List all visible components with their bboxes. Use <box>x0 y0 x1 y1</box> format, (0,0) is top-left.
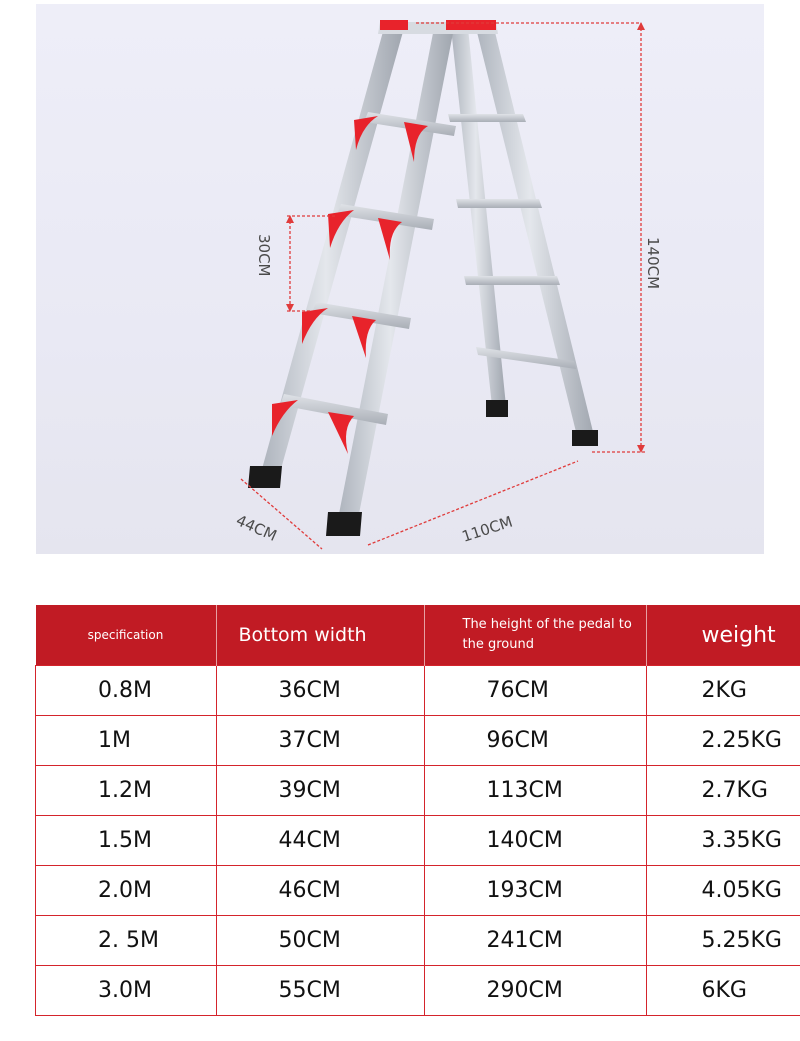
foot <box>572 430 598 446</box>
header-specification: specification <box>36 605 217 666</box>
front-legs <box>262 28 454 519</box>
spec-cell: 1.2M <box>36 766 217 816</box>
width-cell: 37CM <box>216 716 424 766</box>
weight-cell: 2.25KG <box>646 716 800 766</box>
table-row <box>36 766 800 816</box>
dimension-lines <box>241 23 645 549</box>
width-cell: 55CM <box>216 966 424 1016</box>
foot <box>248 466 282 488</box>
height-cell: 193CM <box>424 866 646 916</box>
width-cell: 46CM <box>216 866 424 916</box>
table-row <box>36 666 800 716</box>
weight-cell: 2.7KG <box>646 766 800 816</box>
table-row <box>36 716 800 766</box>
height-cell: 241CM <box>424 916 646 966</box>
specification-table <box>35 605 800 1016</box>
spec-cell: 2.0M <box>36 866 217 916</box>
height-dimension-label: 140CM <box>644 237 662 290</box>
height-cell: 140CM <box>424 816 646 866</box>
header-bottom-width: Bottom width <box>216 605 424 666</box>
header-pedal-height: The height of the pedal to the ground <box>424 605 646 666</box>
table-header-row <box>36 605 800 666</box>
height-cell: 290CM <box>424 966 646 1016</box>
product-photo <box>36 4 764 554</box>
table-row <box>36 866 800 916</box>
header-weight: weight <box>646 605 800 666</box>
width-cell: 44CM <box>216 816 424 866</box>
ladder-illustration <box>36 4 764 554</box>
spec-cell: 1M <box>36 716 217 766</box>
spec-cell: 2. 5M <box>36 916 217 966</box>
weight-cell: 5.25KG <box>646 916 800 966</box>
weight-cell: 2KG <box>646 666 800 716</box>
table-row <box>36 916 800 966</box>
weight-cell: 4.05KG <box>646 866 800 916</box>
width-cell: 36CM <box>216 666 424 716</box>
table-row <box>36 816 800 866</box>
spec-cell: 3.0M <box>36 966 217 1016</box>
table-row <box>36 966 800 1016</box>
base-depth-label: 44CM <box>233 511 280 545</box>
base-length-label: 110CM <box>459 512 515 546</box>
foot <box>326 512 362 536</box>
spec-cell: 0.8M <box>36 666 217 716</box>
spec-cell: 1.5M <box>36 816 217 866</box>
weight-cell: 3.35KG <box>646 816 800 866</box>
weight-cell: 6KG <box>646 966 800 1016</box>
rear-legs <box>448 28 598 446</box>
height-cell: 96CM <box>424 716 646 766</box>
height-cell: 113CM <box>424 766 646 816</box>
width-cell: 50CM <box>216 916 424 966</box>
height-cell: 76CM <box>424 666 646 716</box>
foot <box>486 400 508 417</box>
step-spacing-label: 30CM <box>255 234 273 277</box>
width-cell: 39CM <box>216 766 424 816</box>
